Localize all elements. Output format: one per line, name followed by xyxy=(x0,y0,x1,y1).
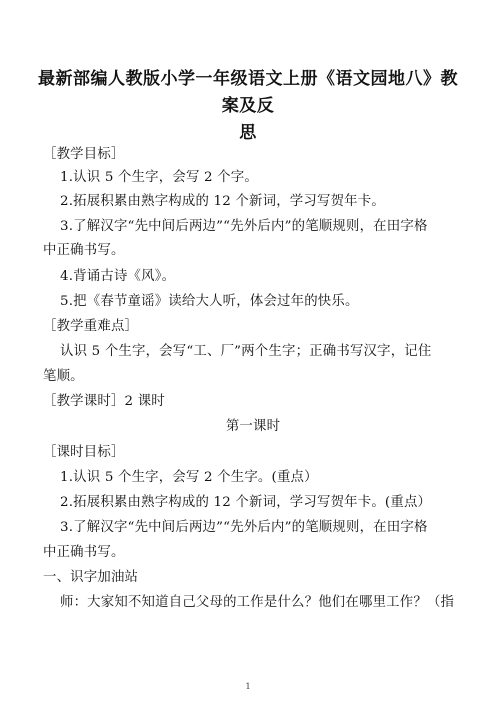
section-heading-lesson-count: ［教学课时］2 课时 xyxy=(43,394,165,409)
title-line-2: 思 xyxy=(239,123,257,143)
section-heading-lesson-goals: ［课时目标］ xyxy=(43,445,125,460)
document-title xyxy=(30,66,466,147)
key-points-text-cont: 笔顺。 xyxy=(43,369,84,384)
lesson-goal-item-3: 3.了解汉字“先中间后两边”“先外后内”的笔顺规则，在田字格 xyxy=(60,520,428,535)
title-line-1: 最新部编人教版小学一年级语文上册《语文园地八》教案及反 xyxy=(38,69,458,116)
lesson-goal-item-3-cont: 中正确书写。 xyxy=(43,545,125,560)
goal-item-5: 5.把《春节童谣》读给大人听，体会过年的快乐。 xyxy=(60,294,359,309)
goal-item-3: 3.了解汉字“先中间后两边”“先外后内”的笔顺规则，在田字格 xyxy=(60,219,428,234)
key-points-text: 认识 5 个生字，会写“工、厂”两个生字；正确书写汉字，记住 xyxy=(60,344,432,359)
goal-item-2: 2.拓展积累由熟字构成的 12 个新词，学习写贺年卡。 xyxy=(60,194,385,209)
page-number: 1 xyxy=(245,682,251,691)
goal-item-3-cont: 中正确书写。 xyxy=(43,243,125,258)
section-heading-key-points: ［教学重难点］ xyxy=(43,319,139,334)
lesson-goal-item-2: 2.拓展积累由熟字构成的 12 个新词，学习写贺年卡。(重点） xyxy=(60,495,432,510)
subheading-first-lesson: 第一课时 xyxy=(225,419,281,434)
goal-item-1: 1.认识 5 个生字，会写 2 个字。 xyxy=(60,170,258,185)
section-heading-literacy-station: 一、识字加油站 xyxy=(43,570,139,585)
section-heading-teaching-goals: ［教学目标］ xyxy=(43,147,125,162)
lesson-goal-item-1: 1.认识 5 个生字，会写 2 个生字。(重点） xyxy=(60,470,318,485)
goal-item-4: 4.背诵古诗《风》。 xyxy=(60,269,176,284)
teacher-dialogue: 师：大家知不知道自己父母的工作是什么？他们在哪里工作？（指 xyxy=(60,595,455,610)
